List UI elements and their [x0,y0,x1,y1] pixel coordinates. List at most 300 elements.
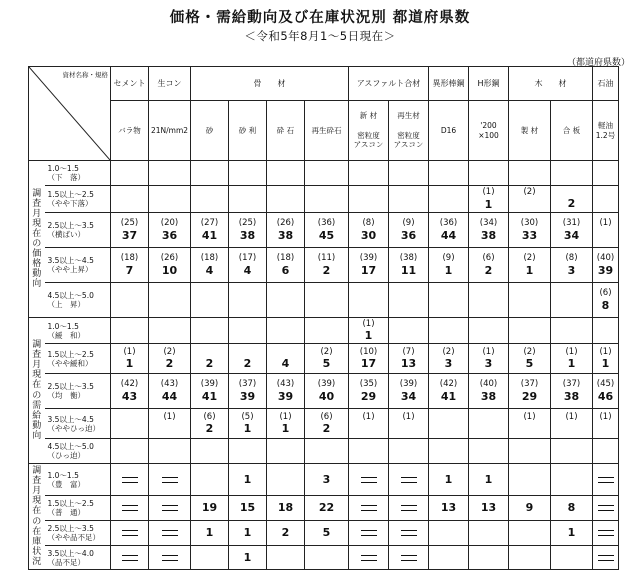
current-count: 1 [484,472,493,486]
previous-count [509,162,550,172]
previous-count [191,319,228,329]
previous-count: (1) [599,346,612,357]
current-count [551,450,592,463]
previous-count [149,289,190,299]
data-cell [229,344,267,374]
data-cell [593,496,619,521]
material-header: 木 材 [509,67,593,101]
current-count [191,198,228,211]
data-cell [149,213,191,248]
current-count: 1 [444,263,453,277]
dash-mark [122,535,138,536]
table-row [29,318,619,344]
data-cell [229,161,267,186]
data-cell [469,161,509,186]
data-cell [509,344,551,374]
current-count: 4 [243,263,252,277]
dash-mark [162,505,178,506]
data-cell [593,374,619,409]
data-cell [429,344,469,374]
data-cell [509,439,551,464]
spec-header: 合 板 [551,101,593,161]
table-row [29,496,619,521]
previous-count: (11) [317,253,336,264]
current-count [349,198,388,211]
data-cell [349,248,389,283]
previous-count: (2) [442,346,455,357]
data-cell [389,318,429,344]
data-cell [593,546,619,570]
data-cell [191,344,229,374]
current-count: 2 [281,526,290,540]
data-cell [389,283,429,318]
current-count: 5 [322,357,331,370]
data-cell [429,409,469,439]
current-count: 29 [521,389,538,403]
dash-mark [162,482,178,483]
previous-count [191,347,228,357]
previous-count [229,347,266,357]
level-label: 3.5以上～4.5 （やや上昇） [45,248,111,283]
data-cell [111,161,149,186]
data-cell [469,213,509,248]
spec-header: 製 材 [509,101,551,161]
current-count [429,527,468,540]
data-cell [229,374,267,409]
data-cell [267,213,305,248]
current-count [191,329,228,342]
previous-count: (39) [399,379,418,390]
previous-count: (2) [523,253,536,264]
previous-count: (2) [523,346,536,357]
current-count: 1 [243,422,252,435]
data-cell [305,344,349,374]
current-count: 6 [281,263,290,277]
data-cell [469,409,509,439]
current-count [429,172,468,185]
material-header: アスファルト合材 [349,67,429,101]
data-cell [429,521,469,546]
spec-header: 砕 石 [267,101,305,161]
data-cell [389,161,429,186]
current-count: 1 [364,329,373,342]
current-count: 10 [161,263,178,277]
previous-count [305,319,348,329]
data-cell [229,248,267,283]
spec-header: '200 ×100 [469,101,509,161]
previous-count [229,289,266,299]
data-cell [509,283,551,318]
dash-mark [361,482,377,483]
current-count: 3 [484,357,493,370]
data-cell [389,439,429,464]
data-cell [305,439,349,464]
previous-count: (1) [523,411,536,422]
current-count: 1 [243,472,252,486]
current-count: 1 [484,197,493,211]
dash-mark [598,560,614,561]
current-count: 39 [239,389,256,403]
data-cell [149,248,191,283]
previous-count [111,188,148,198]
previous-count: (1) [599,218,612,229]
current-count [149,329,190,342]
data-cell [305,409,349,439]
data-cell [305,161,349,186]
current-count [149,450,190,463]
current-count [267,551,304,564]
data-cell [389,248,429,283]
material-header: セメント [111,67,149,101]
previous-count: (39) [359,253,378,264]
current-count: 44 [440,228,457,242]
current-count: 8 [601,298,610,312]
current-count: 30 [360,228,377,242]
previous-count: (18) [200,253,219,264]
previous-count: (1) [123,346,136,357]
current-count [149,172,190,185]
dash-mark [162,560,178,561]
data-cell [469,344,509,374]
current-count [469,527,508,540]
current-count [593,198,618,211]
data-cell [191,496,229,521]
data-cell [469,496,509,521]
current-count: 7 [125,263,134,277]
previous-count [111,440,148,450]
dash-mark [401,505,417,506]
current-count [149,299,190,312]
current-count: 1 [444,472,453,486]
previous-count [149,188,190,198]
data-cell [429,496,469,521]
data-cell [551,439,593,464]
data-cell [389,546,429,570]
data-cell [509,521,551,546]
current-count: 11 [400,263,417,277]
previous-count: (27) [200,218,219,229]
data-cell [267,344,305,374]
spec-header: 21N/mm2 [149,101,191,161]
previous-count [429,162,468,172]
dash-mark [122,555,138,556]
data-cell [509,186,551,213]
previous-count: (34) [479,218,498,229]
data-cell [191,283,229,318]
dash-mark [401,510,417,511]
dash-mark [162,535,178,536]
current-count [429,329,468,342]
data-cell [551,161,593,186]
dash-mark [401,555,417,556]
previous-count: (36) [439,218,458,229]
previous-count: (1) [402,411,415,422]
data-cell [469,464,509,496]
data-cell [551,409,593,439]
data-cell [149,344,191,374]
data-cell [593,409,619,439]
data-cell [229,521,267,546]
current-count: 34 [400,389,417,403]
current-count: 13 [480,501,497,515]
data-cell [593,318,619,344]
previous-count [469,289,508,299]
previous-count [429,319,468,329]
current-count [111,299,148,312]
data-cell [229,464,267,496]
current-count: 41 [201,389,218,403]
previous-count: (8) [362,218,375,229]
current-count: 3 [322,472,331,486]
data-cell [267,496,305,521]
current-count [389,172,428,185]
data-cell [349,161,389,186]
data-cell [267,521,305,546]
data-cell [429,213,469,248]
current-count: 5 [525,357,534,370]
dash-mark [162,477,178,478]
current-count [551,473,592,486]
data-cell [111,283,149,318]
data-cell [149,521,191,546]
current-count [229,172,266,185]
level-label: 4.5以上～5.0 （ひっ迫） [45,439,111,464]
previous-count [593,319,618,329]
data-cell [305,318,349,344]
current-count [349,422,388,435]
dash-mark [162,530,178,531]
previous-count: (18) [120,253,139,264]
previous-count [389,162,428,172]
current-count [267,473,304,486]
data-cell [429,248,469,283]
current-count [429,299,468,312]
previous-count [429,188,468,198]
previous-count [429,289,468,299]
dash-mark [598,510,614,511]
data-cell [111,248,149,283]
data-cell [469,521,509,546]
material-header: 石油 [593,67,619,101]
table-row [29,409,619,439]
previous-count: (42) [120,379,139,390]
current-count: 33 [521,228,538,242]
current-count [149,198,190,211]
data-cell [149,439,191,464]
data-cell [111,318,149,344]
previous-count: (40) [479,379,498,390]
previous-count [469,412,508,422]
dash-mark [122,530,138,531]
current-count: 17 [360,357,377,370]
data-cell [149,496,191,521]
data-cell [509,374,551,409]
spec-header: バラ物 [111,101,149,161]
dash-mark [598,505,614,506]
previous-count [229,440,266,450]
previous-count [111,162,148,172]
current-count: 2 [322,422,331,435]
data-cell [349,186,389,213]
previous-count: (5) [241,411,254,422]
data-cell [229,213,267,248]
data-cell [305,464,349,496]
current-count [349,299,388,312]
data-cell [429,464,469,496]
current-count: 1 [567,357,576,370]
current-count [389,198,428,211]
dash-mark [361,535,377,536]
current-count: 38 [480,389,497,403]
table-row [29,248,619,283]
data-cell [267,464,305,496]
previous-count: (10) [359,346,378,357]
current-count [429,198,468,211]
previous-count [551,319,592,329]
data-cell [593,521,619,546]
data-cell [267,248,305,283]
data-cell [469,186,509,213]
current-count [551,422,592,435]
previous-count: (1) [362,411,375,422]
previous-count [509,440,550,450]
previous-count [593,162,618,172]
data-cell [593,213,619,248]
previous-count [305,440,348,450]
current-count [111,329,148,342]
level-label: 1.5以上～2.5 （やや緩和） [45,344,111,374]
current-count [469,422,508,435]
previous-count [229,188,266,198]
data-cell [551,521,593,546]
data-cell [111,439,149,464]
data-cell [111,344,149,374]
current-count: 37 [121,228,138,242]
data-cell [191,439,229,464]
dash-mark [122,560,138,561]
dash-mark [598,530,614,531]
current-count [389,422,428,435]
spec-header: 再生砕石 [305,101,349,161]
data-cell [191,521,229,546]
table-row [29,213,619,248]
previous-count: (17) [238,253,257,264]
data-cell [349,439,389,464]
dash-mark [401,530,417,531]
current-count: 17 [360,263,377,277]
previous-count: (1) [362,318,375,329]
previous-count: (6) [599,288,612,299]
previous-count: (42) [439,379,458,390]
data-cell [349,213,389,248]
dash-mark [361,510,377,511]
section-label: 調 査 月 現 在 の 需 給 動 向 [29,318,45,464]
data-cell [551,496,593,521]
previous-count [551,289,592,299]
current-count [469,450,508,463]
previous-count [149,162,190,172]
current-count: 38 [480,228,497,242]
survey-table [28,66,619,570]
current-count: 5 [322,526,331,540]
current-count [267,329,304,342]
current-count: 2 [322,263,331,277]
current-count [509,172,550,185]
current-count: 29 [360,389,377,403]
current-count [305,172,348,185]
current-count [191,172,228,185]
date-subtitle: ＜令和5年8月1～5日現在＞ [244,29,396,43]
data-cell [551,464,593,496]
previous-count [191,188,228,198]
data-cell [389,344,429,374]
previous-count: (7) [402,346,415,357]
previous-count: (26) [160,253,179,264]
current-count [509,299,550,312]
data-cell [149,283,191,318]
previous-count [305,289,348,299]
previous-count [349,188,388,198]
previous-count [389,188,428,198]
current-count: 2 [205,422,214,435]
current-count: 38 [563,389,580,403]
previous-count [551,440,592,450]
data-cell [191,186,229,213]
data-cell [229,409,267,439]
data-cell [229,318,267,344]
data-cell [429,161,469,186]
data-cell [593,248,619,283]
dash-mark [122,482,138,483]
spec-header: 砂 利 [229,101,267,161]
table-row [29,161,619,186]
current-count: 1 [243,526,252,540]
data-cell [191,409,229,439]
current-count [551,329,592,342]
data-cell [191,161,229,186]
data-cell [509,318,551,344]
current-count: 2 [484,263,493,277]
current-count: 2 [567,197,576,211]
current-count [551,299,592,312]
data-cell [305,248,349,283]
level-label: 1.5以上～2.5 （普 通） [45,496,111,521]
current-count: 4 [205,263,214,277]
previous-count: (20) [160,218,179,229]
data-cell [349,374,389,409]
spec-header: 砂 [191,101,229,161]
current-count: 18 [277,501,294,515]
data-cell [305,374,349,409]
previous-count: (43) [276,379,295,390]
data-cell [429,374,469,409]
material-header: 骨 材 [191,67,349,101]
current-count [469,329,508,342]
corner-header [29,67,111,161]
current-count [267,450,304,463]
dash-mark [122,505,138,506]
previous-count [111,319,148,329]
data-cell [551,344,593,374]
dash-mark [361,530,377,531]
current-count [111,172,148,185]
current-count [305,551,348,564]
dash-mark [598,555,614,556]
current-count [593,450,618,463]
current-count: 19 [201,501,218,515]
data-cell [305,546,349,570]
previous-count: (9) [402,218,415,229]
